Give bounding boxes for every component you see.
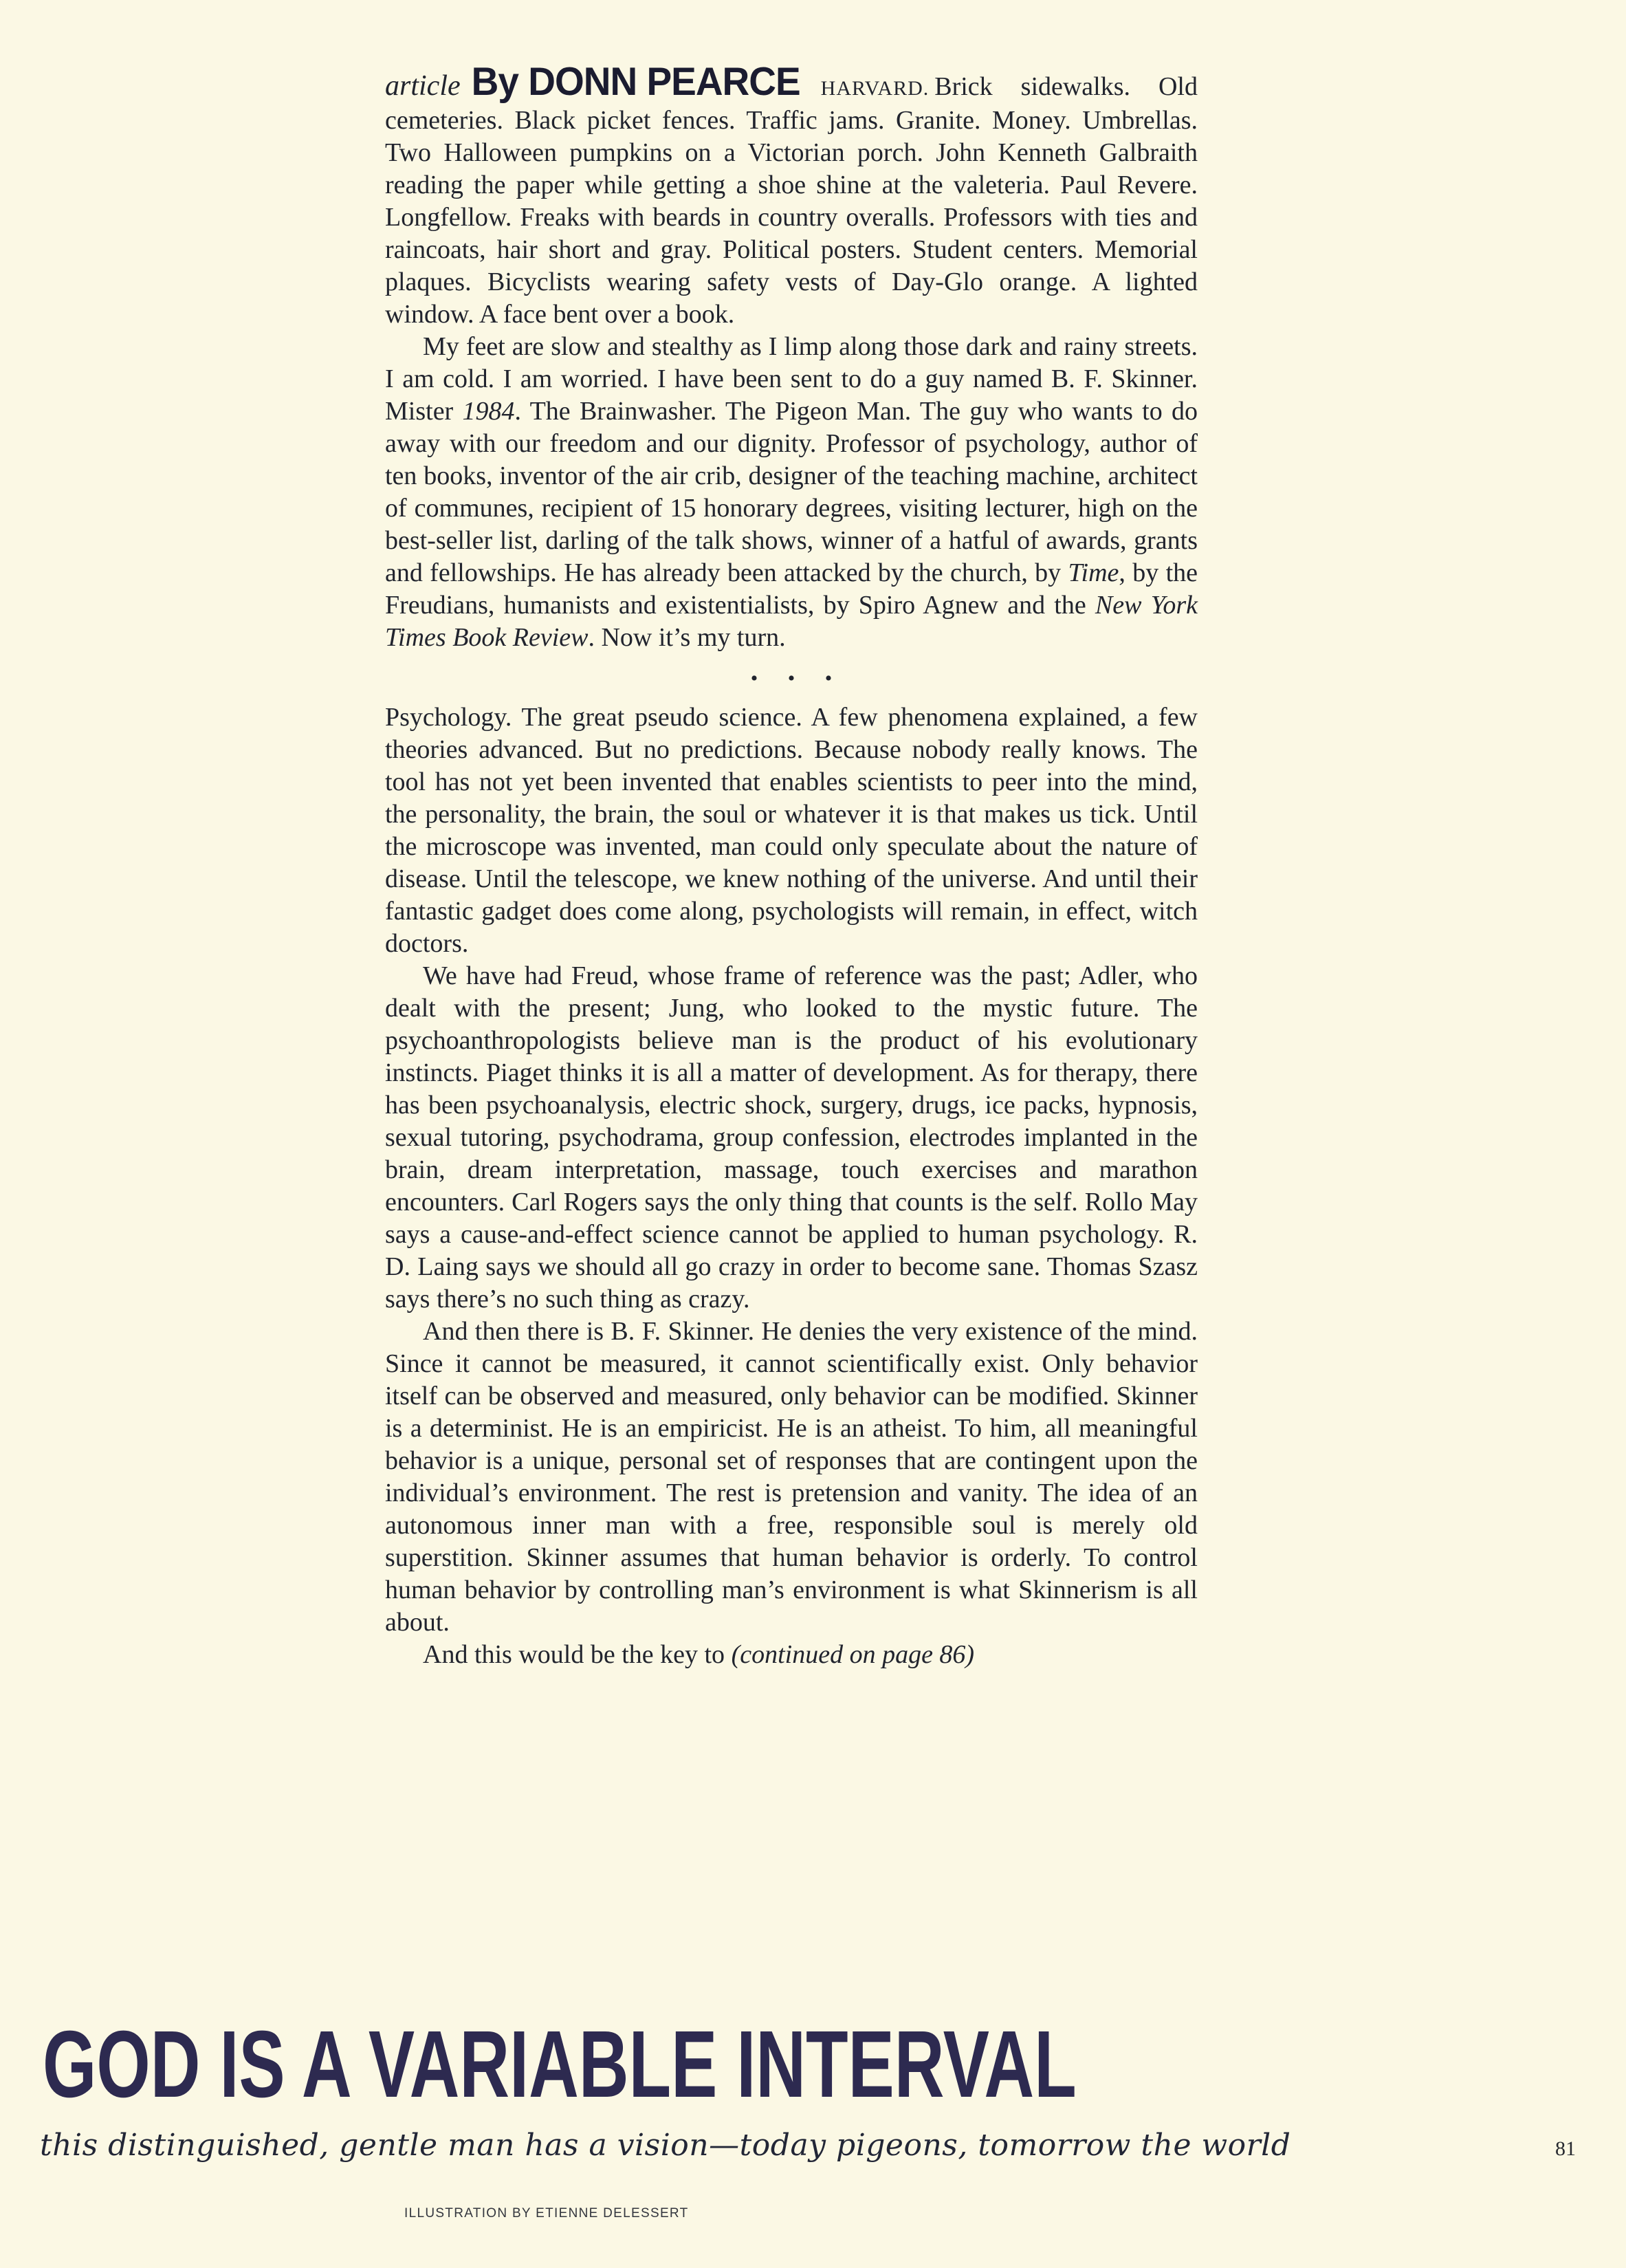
text-run: My feet are slow and stealthy as I limp along those dark and rainy streets. I am cold. I am worried. I have been sent to do a guy named B. F. Skinner. Mister [385,332,1198,426]
page-number: 81 [1555,2137,1576,2160]
text-run: . Now it’s my turn. [588,623,786,652]
article-paragraph-last [385,1639,1198,1671]
text-i: (continued on page 86) [731,1640,975,1669]
text-run: And this would be the key to [423,1640,732,1669]
article-headline: GOD IS A VARIABLE INTERVAL [43,2011,1077,2117]
text-kicker: article [385,70,461,102]
text-author: By DONN PEARCE [471,58,800,104]
section-break-dots: • • • [750,667,833,690]
text-sc: HARVARD. [820,77,930,100]
illustration-credit: ILLUSTRATION BY ETIENNE DELESSERT [404,2206,689,2221]
article-subtitle: this distinguished, gentle man has a vision—today pigeons, tomorrow the world [40,2128,1291,2163]
text-run: Brick sidewalks. Old cemeteries. Black picket fences. Traffic jams. Granite. Money. Umbrellas. Two Halloween pumpkins on a Victorian porch. John Kenneth Galbraith reading the paper while getting a shoe shine at the valeteria. Paul Revere. Longfellow. Freaks with beards in country overalls. Professors with ties and raincoats, hair short and gray. Political posters. Student centers. Memorial plaques. Bicyclists wearing safety vests of Day-Glo orange. A lighted window. A face bent over a book. [385,72,1198,329]
text-i: 1984 [462,397,515,426]
text-run: . The Brainwasher. The Pigeon Man. The guy who wants to do away with our freedom and our dignity. Professor of psychology, author of ten books, inventor of the air crib, designer of the teaching machine, architect of communes, recipient of 15 honorary degrees, visiting lecturer, high on the best-seller list, darling of the talk shows, winner of a hatful of awards, grants and fellowships. He has already been attacked by the church, by [385,397,1198,587]
article-paragraph [385,331,1198,654]
article-paragraph [385,701,1198,960]
text-i: New York Times Book Review [385,591,1198,652]
article-paragraph-byline [385,58,1198,331]
text-run: We have had Freud, whose frame of reference was the past; Adler, who dealt with the present; Jung, who looked to the mystic future. The psychoanthropologists believe man is the product of his evolutionary instincts. Piaget thinks it is all a matter of development. As for therapy, there has been psychoanalysis, electric shock, surgery, drugs, ice packs, hypnosis, sexual tutoring, psychodrama, group confession, electrodes implanted in the brain, dream interpretation, massage, touch exercises and marathon encounters. Carl Rogers says the only thing that counts is the self. Rollo May says a cause-and-effect science cannot be applied to human psychology. R. D. Laing says we should all go crazy in order to become sane. Thomas Szasz says there’s no such thing as crazy. [385,961,1198,1313]
text-i: Time [1068,558,1119,587]
text-run: And then there is B. F. Skinner. He denies the very existence of the mind. Since it cannot be measured, it cannot scientifically exist. Only behavior itself can be observed and measured, only behavior can be modified. Skinner is a determinist. He is an empiricist. He is an atheist. To him, all meaningful behavior is a unique, personal set of responses that are contingent upon the individual’s environment. The rest is pretension and vanity. The idea of an autonomous inner man with a free, responsible soul is merely old superstition. Skinner assumes that human behavior is orderly. To control human behavior by controlling man’s environment is what Skinnerism is all about. [385,1317,1198,1637]
article-text-column [385,58,1198,1671]
text-run: , by the Freudians, humanists and existentialists, by Spiro Agnew and the [385,558,1198,620]
article-paragraph [385,960,1198,1316]
text-run: Psychology. The great pseudo science. A few phenomena explained, a few theories advanced. But no predictions. Because nobody really knows. The tool has not yet been invented that enables scientists to peer into the mind, the personality, the brain, the soul or whatever it is that makes us tick. Until the microscope was invented, man could only speculate about the nature of disease. Until the telescope, we knew nothing of the universe. And until their fantastic gadget does come along, psychologists will remain, in effect, witch doctors. [385,703,1198,958]
article-paragraph [385,1316,1198,1639]
